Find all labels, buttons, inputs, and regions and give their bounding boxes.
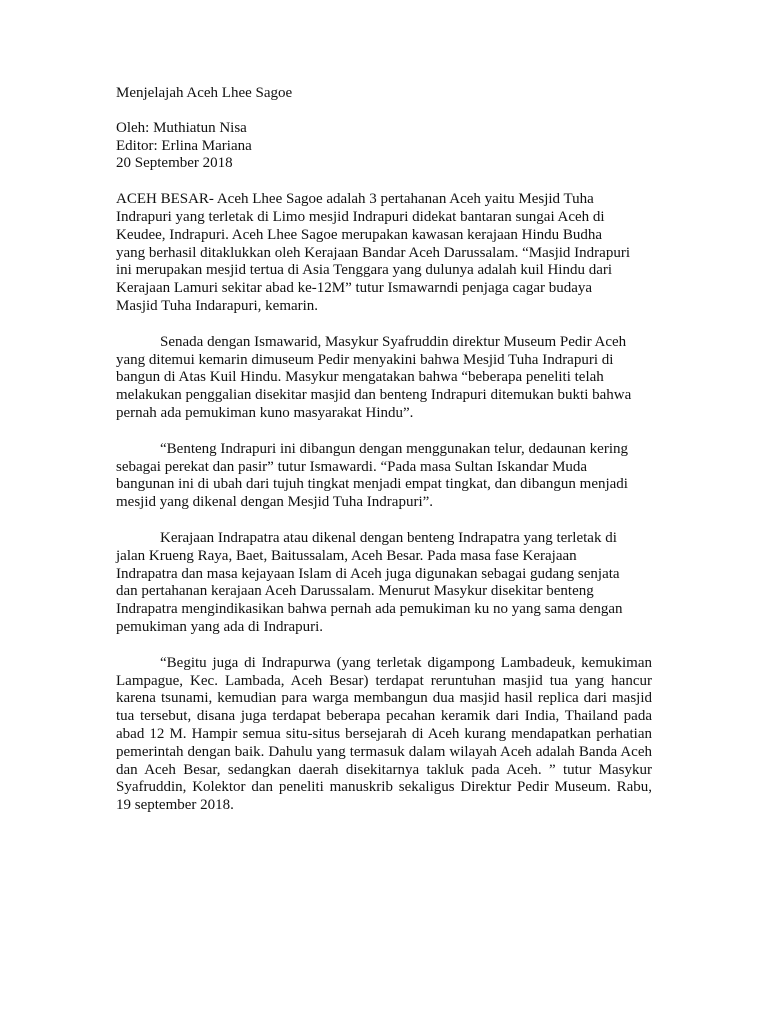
paragraph-line: bangunan ini di ubah dari tujuh tingkat menjadi empat tingkat, dan dibangun menjadi <box>116 476 628 493</box>
paragraph-line: pemukiman yang ada di Indrapuri. <box>116 618 324 635</box>
document-page <box>116 85 652 833</box>
paragraph-5: “Begitu juga di Indrapurwa (yang terletak digampong Lambadeuk, kemukiman Lampague, Kec. Lambada, Aceh Besar) terdapat reruntuhan masjid tua yang hancur karena tsunami, kemudian para warga membangun dua masjid hasil replica dari masjid tua tersebut, disana juga terdapat beberapa pecahan keramik dari India, Thailand pada abad 12 M. Hampir semua situ-situs bersejarah di Aceh kurang mendapatkan perhatian pemerintah dengan baik. Dahulu yang termasuk dalam wilayah Aceh adalah Banda Aceh dan Aceh Besar, sedangkan daerah disekitarnya takluk pada Aceh. ” tutur Masykur Syafruddin, Kolektor dan peneliti manuskrib sekaligus Direktur Pedir Museum. Rabu, 19 september 2018. <box>116 654 652 814</box>
paragraph-line: Senada dengan Ismawarid, Masykur Syafruddin direktur Museum Pedir Aceh <box>160 333 627 350</box>
paragraph-line: ACEH BESAR- Aceh Lhee Sagoe adalah 3 pertahanan Aceh yaitu Mesjid Tuha <box>116 191 594 208</box>
paragraph-line: Masjid Tuha Indarapuri, kemarin. <box>116 297 319 314</box>
paragraph-line: melakukan penggalian disekitar masjid dan benteng Indrapuri ditemukan bukti bahwa <box>116 387 632 404</box>
byline-block <box>116 120 652 173</box>
paragraph-line: yang berhasil ditaklukkan oleh Kerajaan Bandar Aceh Darussalam. “Masjid Indrapuri <box>116 244 630 261</box>
paragraph-line: pernah ada pemukiman kuno masyarakat Hindu”. <box>116 404 414 421</box>
editor-line: Editor: Erlina Mariana <box>116 137 252 154</box>
paragraph-line: Kerajaan Indrapatra atau dikenal dengan benteng Indrapatra yang terletak di <box>160 529 617 546</box>
paragraph-line: jalan Krueng Raya, Baet, Baitussalam, Aceh Besar. Pada masa fase Kerajaan <box>116 547 577 564</box>
author-line: Oleh: Muthiatun Nisa <box>116 119 247 136</box>
paragraph-1 <box>116 191 652 316</box>
paragraph-line: ini merupakan mesjid tertua di Asia Tenggara yang dulunya adalah kuil Hindu dari <box>116 262 613 279</box>
paragraph-4 <box>116 530 652 637</box>
paragraph-3 <box>116 441 652 512</box>
paragraph-line: Indrapuri yang terletak di Limo mesjid Indrapuri didekat bantaran sungai Aceh di <box>116 208 605 225</box>
paragraph-line: “Benteng Indrapuri ini dibangun dengan menggunakan telur, dedaunan kering <box>160 440 629 457</box>
paragraph-line: Keudee, Indrapuri. Aceh Lhee Sagoe merupakan kawasan kerajaan Hindu Budha <box>116 226 603 243</box>
paragraph-line: bangun di Atas Kuil Hindu. Masykur mengatakan bahwa “beberapa peneliti telah <box>116 369 604 386</box>
paragraph-line: Indrapatra dan masa kejayaan Islam di Aceh juga digunakan sebagai gudang senjata <box>116 565 620 582</box>
paragraph-line: Kerajaan Lamuri sekitar abad ke-12M” tutur Ismawarndi penjaga cagar budaya <box>116 280 593 297</box>
paragraph-line: mesjid yang dikenal dengan Mesjid Tuha Indrapuri”. <box>116 494 434 511</box>
paragraph-line: dan pertahanan kerajaan Aceh Darussalam. Menurut Masykur disekitar benteng <box>116 583 594 600</box>
document-title: Menjelajah Aceh Lhee Sagoe <box>116 85 293 101</box>
date-line: 20 September 2018 <box>116 155 233 172</box>
paragraph-line: yang ditemui kemarin dimuseum Pedir menyakini bahwa Mesjid Tuha Indrapuri di <box>116 351 614 368</box>
paragraph-line: Indrapatra mengindikasikan bahwa pernah ada pemukiman ku no yang sama dengan <box>116 601 623 618</box>
paragraph-2 <box>116 334 652 423</box>
paragraph-line: sebagai perekat dan pasir” tutur Ismawardi. “Pada masa Sultan Iskandar Muda <box>116 458 588 475</box>
